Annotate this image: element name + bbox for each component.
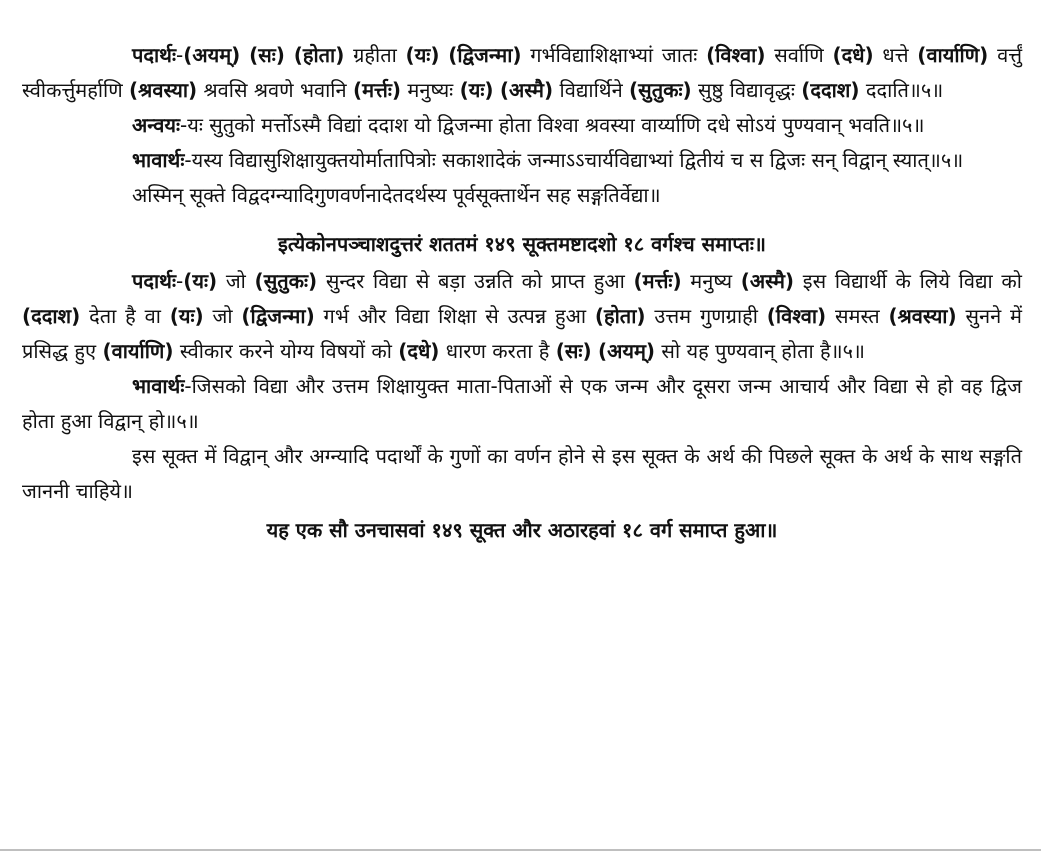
sanskrit-sangati-paragraph: अस्मिन् सूक्ते विद्वदग्न्यादिगुणवर्णनादेतदर्थस्य पूर्वसूक्तार्थेन सह सङ्गतिर्वेद्या॥ [132, 183, 661, 207]
bold-term: (सः) [249, 43, 285, 67]
bold-term: (अयम्) [183, 43, 241, 67]
text-run: स्वीकार करने योग्य विषयों को [173, 339, 399, 363]
bold-term: (दधे) [398, 339, 440, 363]
hindi-bhavartha-paragraph [22, 369, 1022, 439]
bold-term: (अस्मै) [740, 269, 795, 293]
text-run: -जिसको विद्या और उत्तम शिक्षायुक्त माता-पिताओं से एक जन्म और दूसरा जन्म आचार्य और विद्या से हो वह द्विज होता हुआ विद्वान् हो॥५॥ [22, 374, 1022, 433]
bold-term: अन्वयः [132, 113, 181, 137]
text-run: श्रवसि श्रवणे भवानि [197, 78, 353, 102]
text-run: -यस्य विद्यासुशिक्षायुक्तयोर्मातापित्रोः सकाशादेकं जन्माऽऽचार्यविद्याभ्यां द्वितीयं च स द्विजः सन् विद्वान् स्यात्॥५॥ [184, 148, 964, 172]
text-run: गर्भ और विद्या शिक्षा से उत्पन्न हुआ [314, 304, 595, 328]
text-run: वर्त्तुं स्वीकर्त्तुमर्हाणि [22, 43, 1023, 102]
text-run: जो [203, 304, 242, 328]
text-run: इस विद्यार्थी के लिये विद्या को [794, 269, 1022, 293]
sanskrit-padartha-paragraph [22, 38, 1022, 108]
bold-term: (श्रवस्या) [129, 78, 198, 102]
bold-term: (ददाश) [801, 78, 860, 102]
bold-term: भावार्थः [132, 148, 185, 172]
bold-term: भावार्थः [132, 374, 185, 398]
bottom-divider [0, 849, 1041, 851]
bold-term: पदार्थः [132, 43, 176, 67]
text-run [240, 43, 249, 67]
text-run: ग्रहीता [344, 43, 406, 67]
text-run: मनुष्यः [401, 78, 460, 102]
bold-term: (सुतुकः) [254, 269, 318, 293]
bold-term: (मर्त्तः) [352, 78, 402, 102]
bold-term: (ददाश) [22, 304, 81, 328]
bold-term: (यः) [405, 43, 440, 67]
text-run: मनुष्य [681, 269, 741, 293]
text-run: धारण करता है [439, 339, 556, 363]
text-run [439, 43, 448, 67]
bold-term: (होता) [293, 43, 345, 67]
bold-term: (द्विजन्मा) [448, 43, 522, 67]
text-run: सुनने में प्रसिद्ध हुए [22, 304, 1022, 363]
text-run: सो यह पुण्यवान् होता है॥५॥ [655, 339, 866, 363]
text-run: उत्तम गुणग्राही [645, 304, 767, 328]
bold-term: (मर्त्तः) [633, 269, 682, 293]
text-run: सुन्दर विद्या से बड़ा उन्नति को प्राप्त हुआ [317, 269, 634, 293]
text-run: -यः सुतुको मर्त्तोऽस्मै विद्यां ददाश यो द्विजन्मा होता विश्वा श्रवस्या वार्य्याणि दधे सोऽयं पुण्यवान् भवति॥५॥ [180, 113, 925, 137]
bold-term: (द्विजन्मा) [241, 304, 315, 328]
section-end-heading: इत्येकोनपञ्चाशदुत्तरं शततमं १४९ सूक्तमष्टादशो १८ वर्गश्च समाप्तः॥ [278, 232, 766, 256]
text-run: ददाति॥५॥ [859, 78, 944, 102]
bold-term: (दधे) [832, 43, 874, 67]
text-run: - [175, 43, 184, 67]
text-run: - [175, 269, 184, 293]
bold-term: (यः) [459, 78, 494, 102]
document-page [22, 38, 1022, 548]
bold-term: (श्रवस्या) [888, 304, 957, 328]
bold-term: (होता) [594, 304, 646, 328]
text-run: समस्त [826, 304, 889, 328]
sanskrit-anvaya-paragraph [22, 108, 1022, 143]
text-run: गर्भविद्याशिक्षाभ्यां जातः [521, 43, 707, 67]
bold-term: पदार्थः [132, 269, 176, 293]
text-run: देता है वा [80, 304, 170, 328]
text-run: जो [217, 269, 255, 293]
bold-term: (अस्मै) [499, 78, 554, 102]
bold-term: (वार्याणि) [102, 339, 174, 363]
bold-term: (सः) [555, 339, 592, 363]
bold-term: (विश्वा) [766, 304, 827, 328]
hindi-padartha-paragraph [22, 264, 1022, 369]
text-run: सर्वाणि [765, 43, 833, 67]
sanskrit-bhavartha-paragraph [22, 143, 1022, 178]
bold-term: (यः) [183, 269, 218, 293]
bold-term: (सुतुकः) [629, 78, 692, 102]
text-run [285, 43, 294, 67]
bold-term: (विश्वा) [706, 43, 766, 67]
bold-term: (अयम्) [597, 339, 656, 363]
text-run: धत्ते [873, 43, 918, 67]
text-run: विद्यार्थिने [553, 78, 630, 102]
bold-term: (यः) [169, 304, 204, 328]
hindi-section-end-footer: यह एक सौ उनचासवां १४९ सूक्त और अठारहवां १८ वर्ग समाप्त हुआ॥ [266, 518, 778, 542]
text-run: सुष्ठु विद्यावृद्धः [691, 78, 802, 102]
bold-term: (वार्याणि) [917, 43, 989, 67]
hindi-sangati-paragraph: इस सूक्त में विद्वान् और अग्न्यादि पदार्थों के गुणों का वर्णन होने से इस सूक्त के अर्थ की पिछले सूक्त के अर्थ के साथ सङ्गति जाननी चाहिये॥ [22, 444, 1022, 503]
